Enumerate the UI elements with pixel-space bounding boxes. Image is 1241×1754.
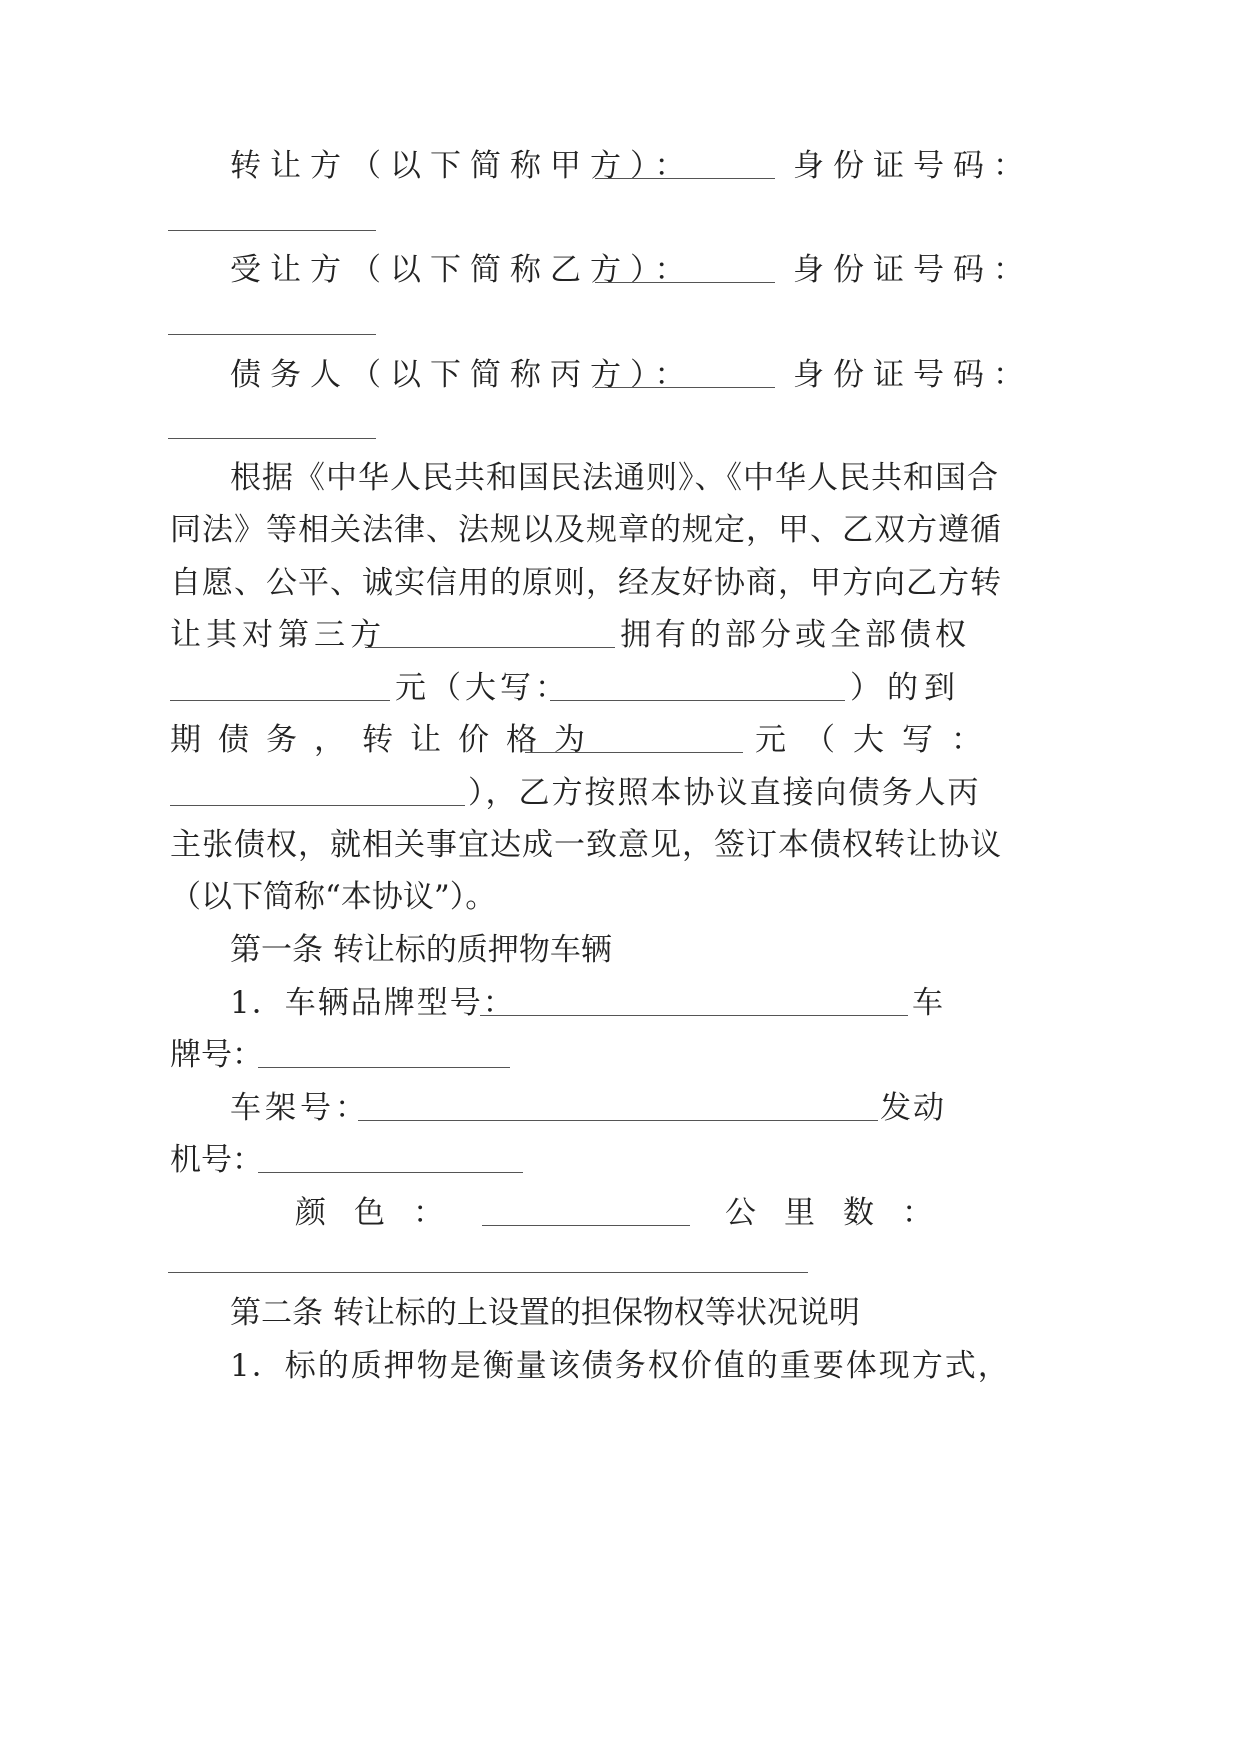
preamble-line-1: 根据《中华人民共和国民法通则》、《中华人民共和国合 bbox=[230, 460, 999, 496]
vehicle-brand-line: 1．车辆品牌型号： 车 bbox=[230, 985, 943, 1021]
transferor-id-label: 身份证号码： bbox=[793, 148, 1033, 184]
preamble-line-6: 期债务，转让价格为 元（大写： bbox=[170, 722, 1000, 758]
debt-amount-blank bbox=[170, 700, 390, 701]
preamble-line-8: 主张债权，就相关事宜达成一致意见，签订本债权转让协议 bbox=[170, 827, 1002, 863]
preamble-line-3: 自愿、公平、诚实信用的原则，经友好协商，甲方向乙方转 bbox=[170, 565, 1002, 601]
article-2-item-1: 1．标的质押物是衡量该债务权价值的重要体现方式， bbox=[230, 1348, 1011, 1384]
engine-number-line: 机号： bbox=[170, 1140, 940, 1180]
party-debtor-line bbox=[190, 355, 1050, 395]
party-debtor-label: 债务人（以下简称丙方）： bbox=[230, 357, 695, 393]
third-party-blank bbox=[365, 647, 615, 648]
transferee-id-blank bbox=[168, 334, 376, 335]
transferor-name-blank bbox=[595, 178, 775, 179]
mileage-blank bbox=[168, 1272, 808, 1273]
vehicle-brand-blank bbox=[480, 1015, 908, 1016]
transferee-name-blank bbox=[595, 282, 775, 283]
price-words-blank bbox=[170, 805, 465, 806]
frame-number-line: 车架号： 发动 bbox=[230, 1090, 946, 1126]
transferee-id-label: 身份证号码： bbox=[793, 252, 1033, 288]
preamble-line-5: 元（大写： ）的到 bbox=[170, 668, 940, 708]
article-2-title: 第二条 转让标的上设置的担保物权等状况说明 bbox=[230, 1295, 860, 1331]
plate-number-blank bbox=[258, 1067, 510, 1068]
debtor-id-blank bbox=[168, 438, 376, 439]
color-blank bbox=[482, 1225, 690, 1226]
debtor-name-blank bbox=[595, 387, 775, 388]
frame-number-blank bbox=[358, 1120, 878, 1121]
plate-number-line: 牌号： bbox=[170, 1035, 940, 1075]
preamble-line-9: （以下简称“本协议”）。 bbox=[170, 879, 497, 915]
preamble-line-4: 让其对第三方 拥有的部分或全部债权 bbox=[170, 617, 970, 653]
party-transferor-label: 转让方（以下简称甲方）： bbox=[230, 148, 695, 184]
color-mileage-line: 颜色： 公里数： bbox=[295, 1195, 961, 1231]
engine-number-blank bbox=[258, 1172, 523, 1173]
debt-amount-words-blank bbox=[550, 700, 845, 701]
party-transferor-line bbox=[190, 146, 1050, 186]
article-1-title: 第一条 转让标的质押物车辆 bbox=[230, 932, 612, 968]
party-transferee-line bbox=[190, 250, 1050, 290]
transferor-id-blank bbox=[168, 230, 376, 231]
preamble-line-2: 同法》等相关法律、法规以及规章的规定，甲、乙双方遵循 bbox=[170, 512, 1002, 548]
price-blank bbox=[525, 752, 743, 753]
party-transferee-label: 受让方（以下简称乙方）： bbox=[230, 252, 695, 288]
preamble-line-7: ），乙方按照本协议直接向债务人丙 bbox=[170, 773, 940, 813]
debtor-id-label: 身份证号码： bbox=[793, 357, 1033, 393]
